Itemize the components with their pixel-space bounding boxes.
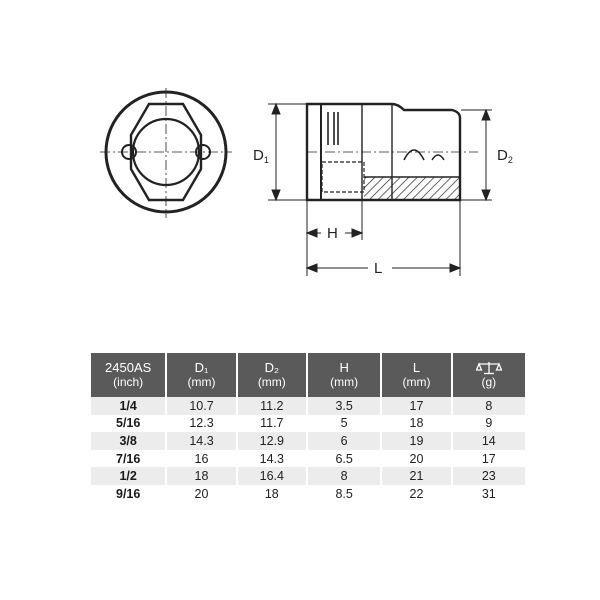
header-h: [308, 353, 380, 397]
cell-h: 5: [308, 415, 380, 433]
header-d1-unit: (mm): [187, 375, 216, 389]
h-label: H: [327, 225, 338, 242]
cell-d1: 14.3: [167, 432, 235, 450]
cell-h: 8: [308, 467, 380, 485]
weight-scale-icon: [476, 361, 502, 375]
cell-g: 8: [453, 397, 525, 415]
cell-g: 31: [453, 485, 525, 503]
header-d1-title: D₁: [194, 360, 209, 375]
table-row: [91, 415, 525, 433]
spec-table-body: [91, 397, 525, 503]
cell-d1: 12.3: [167, 415, 235, 433]
cell-d2: 14.3: [238, 450, 306, 468]
cell-h: 8.5: [308, 485, 380, 503]
table-row: [91, 397, 525, 415]
cell-size: 9/16: [91, 485, 165, 503]
header-size-title: 2450AS: [105, 360, 152, 375]
header-weight: [453, 353, 525, 397]
cell-d2: 12.9: [238, 432, 306, 450]
header-d2: [238, 353, 306, 397]
table-row: [91, 485, 525, 503]
cell-l: 17: [382, 397, 450, 415]
cell-d2: 16.4: [238, 467, 306, 485]
cell-l: 20: [382, 450, 450, 468]
d1-label: $D_1$: [253, 147, 269, 165]
cell-d1: 20: [167, 485, 235, 503]
table-header-row: [91, 353, 525, 397]
header-h-unit: (mm): [330, 375, 359, 389]
table-row: [91, 450, 525, 468]
cell-g: 17: [453, 450, 525, 468]
cell-d2: 11.7: [238, 415, 306, 433]
cell-l: 21: [382, 467, 450, 485]
cell-d1: 18: [167, 467, 235, 485]
header-l-unit: (mm): [402, 375, 431, 389]
cell-h: 6: [308, 432, 380, 450]
table-row: [91, 432, 525, 450]
cell-l: 19: [382, 432, 450, 450]
cell-h: 6.5: [308, 450, 380, 468]
cell-g: 9: [453, 415, 525, 433]
header-l: [382, 353, 450, 397]
d2-label: $D_2$: [497, 147, 513, 165]
cell-l: 18: [382, 415, 450, 433]
header-size-unit: (inch): [113, 375, 144, 389]
cell-h: 3.5: [308, 397, 380, 415]
header-weight-unit: (g): [481, 374, 497, 389]
header-size: [91, 353, 165, 397]
table-row: [91, 467, 525, 485]
socket-end-view: [100, 88, 232, 218]
spec-table: [89, 353, 527, 503]
cell-g: 14: [453, 432, 525, 450]
cell-d1: 10.7: [167, 397, 235, 415]
cell-l: 22: [382, 485, 450, 503]
header-h-title: H: [339, 360, 349, 375]
cell-size: 3/8: [91, 432, 165, 450]
cell-g: 23: [453, 467, 525, 485]
l-label: L: [374, 260, 383, 277]
header-l-title: L: [412, 360, 421, 375]
header-d2-title: D₂: [264, 360, 280, 375]
cell-d2: 18: [238, 485, 306, 503]
cell-size: 7/16: [91, 450, 165, 468]
cell-size: 5/16: [91, 415, 165, 433]
cell-size: 1/4: [91, 397, 165, 415]
socket-side-view: [307, 104, 478, 200]
cell-size: 1/2: [91, 467, 165, 485]
cell-d1: 16: [167, 450, 235, 468]
header-d1: [167, 353, 235, 397]
header-d2-unit: (mm): [257, 375, 286, 389]
cell-d2: 11.2: [238, 397, 306, 415]
